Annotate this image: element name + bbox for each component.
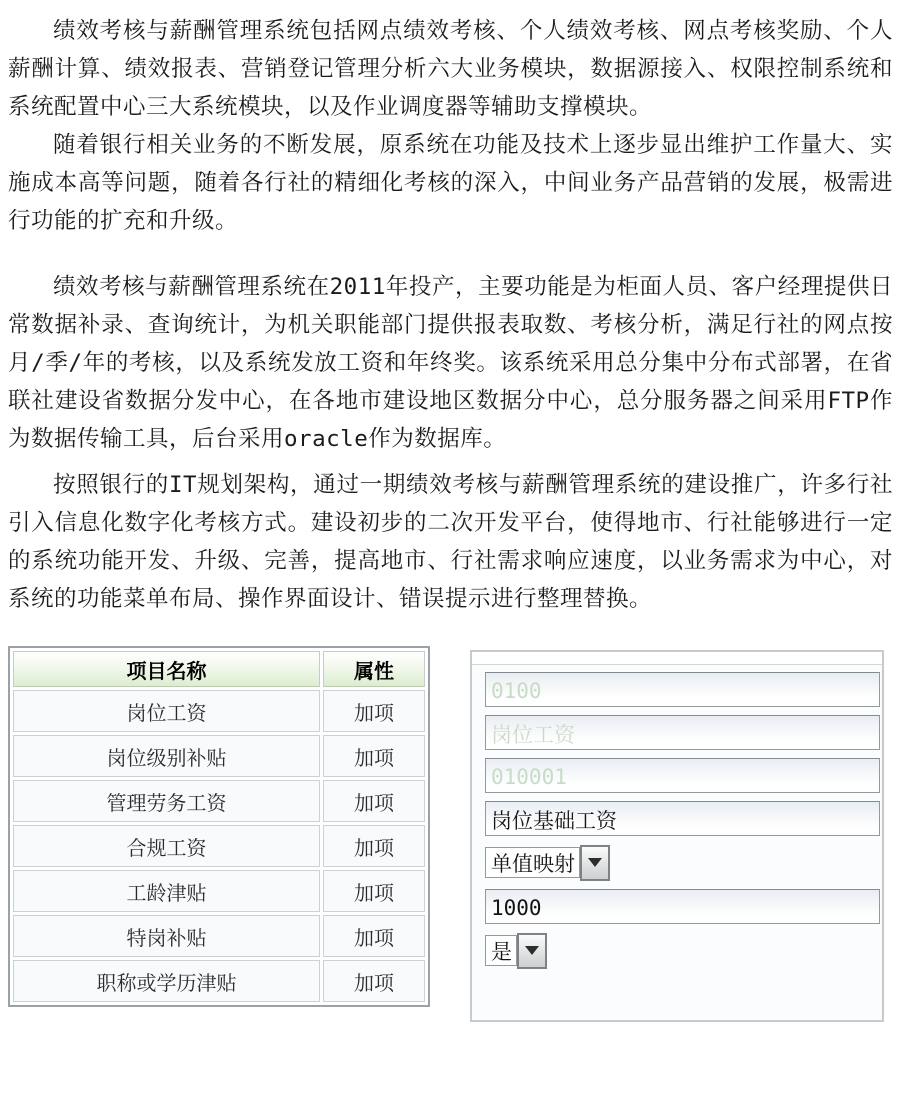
item-name-cell: 职称或学历津贴: [13, 960, 320, 1002]
attribute-cell: 加项: [323, 690, 425, 732]
mapping-type-value: 单值映射: [485, 847, 580, 878]
table-row: [13, 915, 425, 957]
item-name-cell: 岗位工资: [13, 690, 320, 732]
paragraph-modules: 绩效考核与薪酬管理系统包括网点绩效考核、个人绩效考核、网点考核奖励、个人薪酬计算、绩效报表、营销登记管理分析六大业务模块，数据源接入、权限控制系统和系统配置中心三大系统模块，以及作业调度器等辅助支撑模块。: [8, 18, 893, 120]
table-row: [13, 870, 425, 912]
column-header-item-name: 项目名称: [13, 651, 320, 687]
item-name-cell: 合规工资: [13, 825, 320, 867]
item-name-cell: 管理劳务工资: [13, 780, 320, 822]
attribute-cell: 加项: [323, 870, 425, 912]
item-group-name-field: [485, 715, 880, 750]
table-row: [13, 735, 425, 777]
item-name-cell: 工龄津贴: [13, 870, 320, 912]
attribute-cell: 加项: [323, 915, 425, 957]
enabled-dropdown[interactable]: [485, 932, 882, 969]
mapping-type-dropdown[interactable]: [485, 844, 882, 881]
column-header-attribute: 属性: [323, 651, 425, 687]
attribute-cell: 加项: [323, 780, 425, 822]
dropdown-arrow-icon: [588, 858, 602, 867]
dropdown-arrow-icon: [525, 946, 539, 955]
table-row: [13, 960, 425, 1002]
item-group-code-field: [485, 672, 880, 707]
item-name-field[interactable]: [485, 801, 880, 836]
panel-header-strip: [472, 652, 882, 665]
paragraph-it-plan: 按照银行的IT规划架构，通过一期绩效考核与薪酬管理系统的建设推广，许多行社引入信息化数字化考核方式。建设初步的二次开发平台，使得地市、行社能够进行一定的系统功能开发、升级、完善，提高地市、行社需求响应速度，以业务需求为中心，对系统的功能菜单布局、操作界面设计、错误提示进行整理替换。: [8, 472, 893, 612]
item-detail-form-panel: [470, 650, 884, 1022]
enabled-value: 是: [485, 935, 517, 966]
document-text: [8, 12, 893, 618]
table-row: [13, 825, 425, 867]
item-name-cell: 岗位级别补贴: [13, 735, 320, 777]
attribute-cell: 加项: [323, 825, 425, 867]
attribute-cell: 加项: [323, 960, 425, 1002]
item-code-field: [485, 758, 880, 793]
panel-body: [472, 665, 882, 969]
table-row: [13, 690, 425, 732]
chevron-down-icon[interactable]: [580, 845, 610, 881]
table-header-row: [13, 651, 425, 687]
paragraph-upgrade-need: 随着银行相关业务的不断发展，原系统在功能及技术上逐步显出维护工作量大、实施成本高等问题，随着各行社的精细化考核的深入，中间业务产品营销的发展，极需进行功能的扩充和升级。: [8, 132, 893, 234]
bottom-section: [8, 646, 893, 1022]
salary-items-table: [8, 646, 430, 1007]
amount-field[interactable]: [485, 889, 880, 924]
item-name-cell: 特岗补贴: [13, 915, 320, 957]
attribute-cell: 加项: [323, 735, 425, 777]
table-row: [13, 780, 425, 822]
chevron-down-icon[interactable]: [517, 933, 547, 969]
paragraph-system-history: 绩效考核与薪酬管理系统在2011年投产，主要功能是为柜面人员、客户经理提供日常数据补录、查询统计，为机关职能部门提供报表取数、考核分析，满足行社的网点按月/季/年的考核，以及系统发放工资和年终奖。该系统采用总分集中分布式部署，在省联社建设省数据分发中心，在各地市建设地区数据分中心，总分服务器之间采用FTP作为数据传输工具，后台采用oracle作为数据库。: [8, 274, 893, 452]
